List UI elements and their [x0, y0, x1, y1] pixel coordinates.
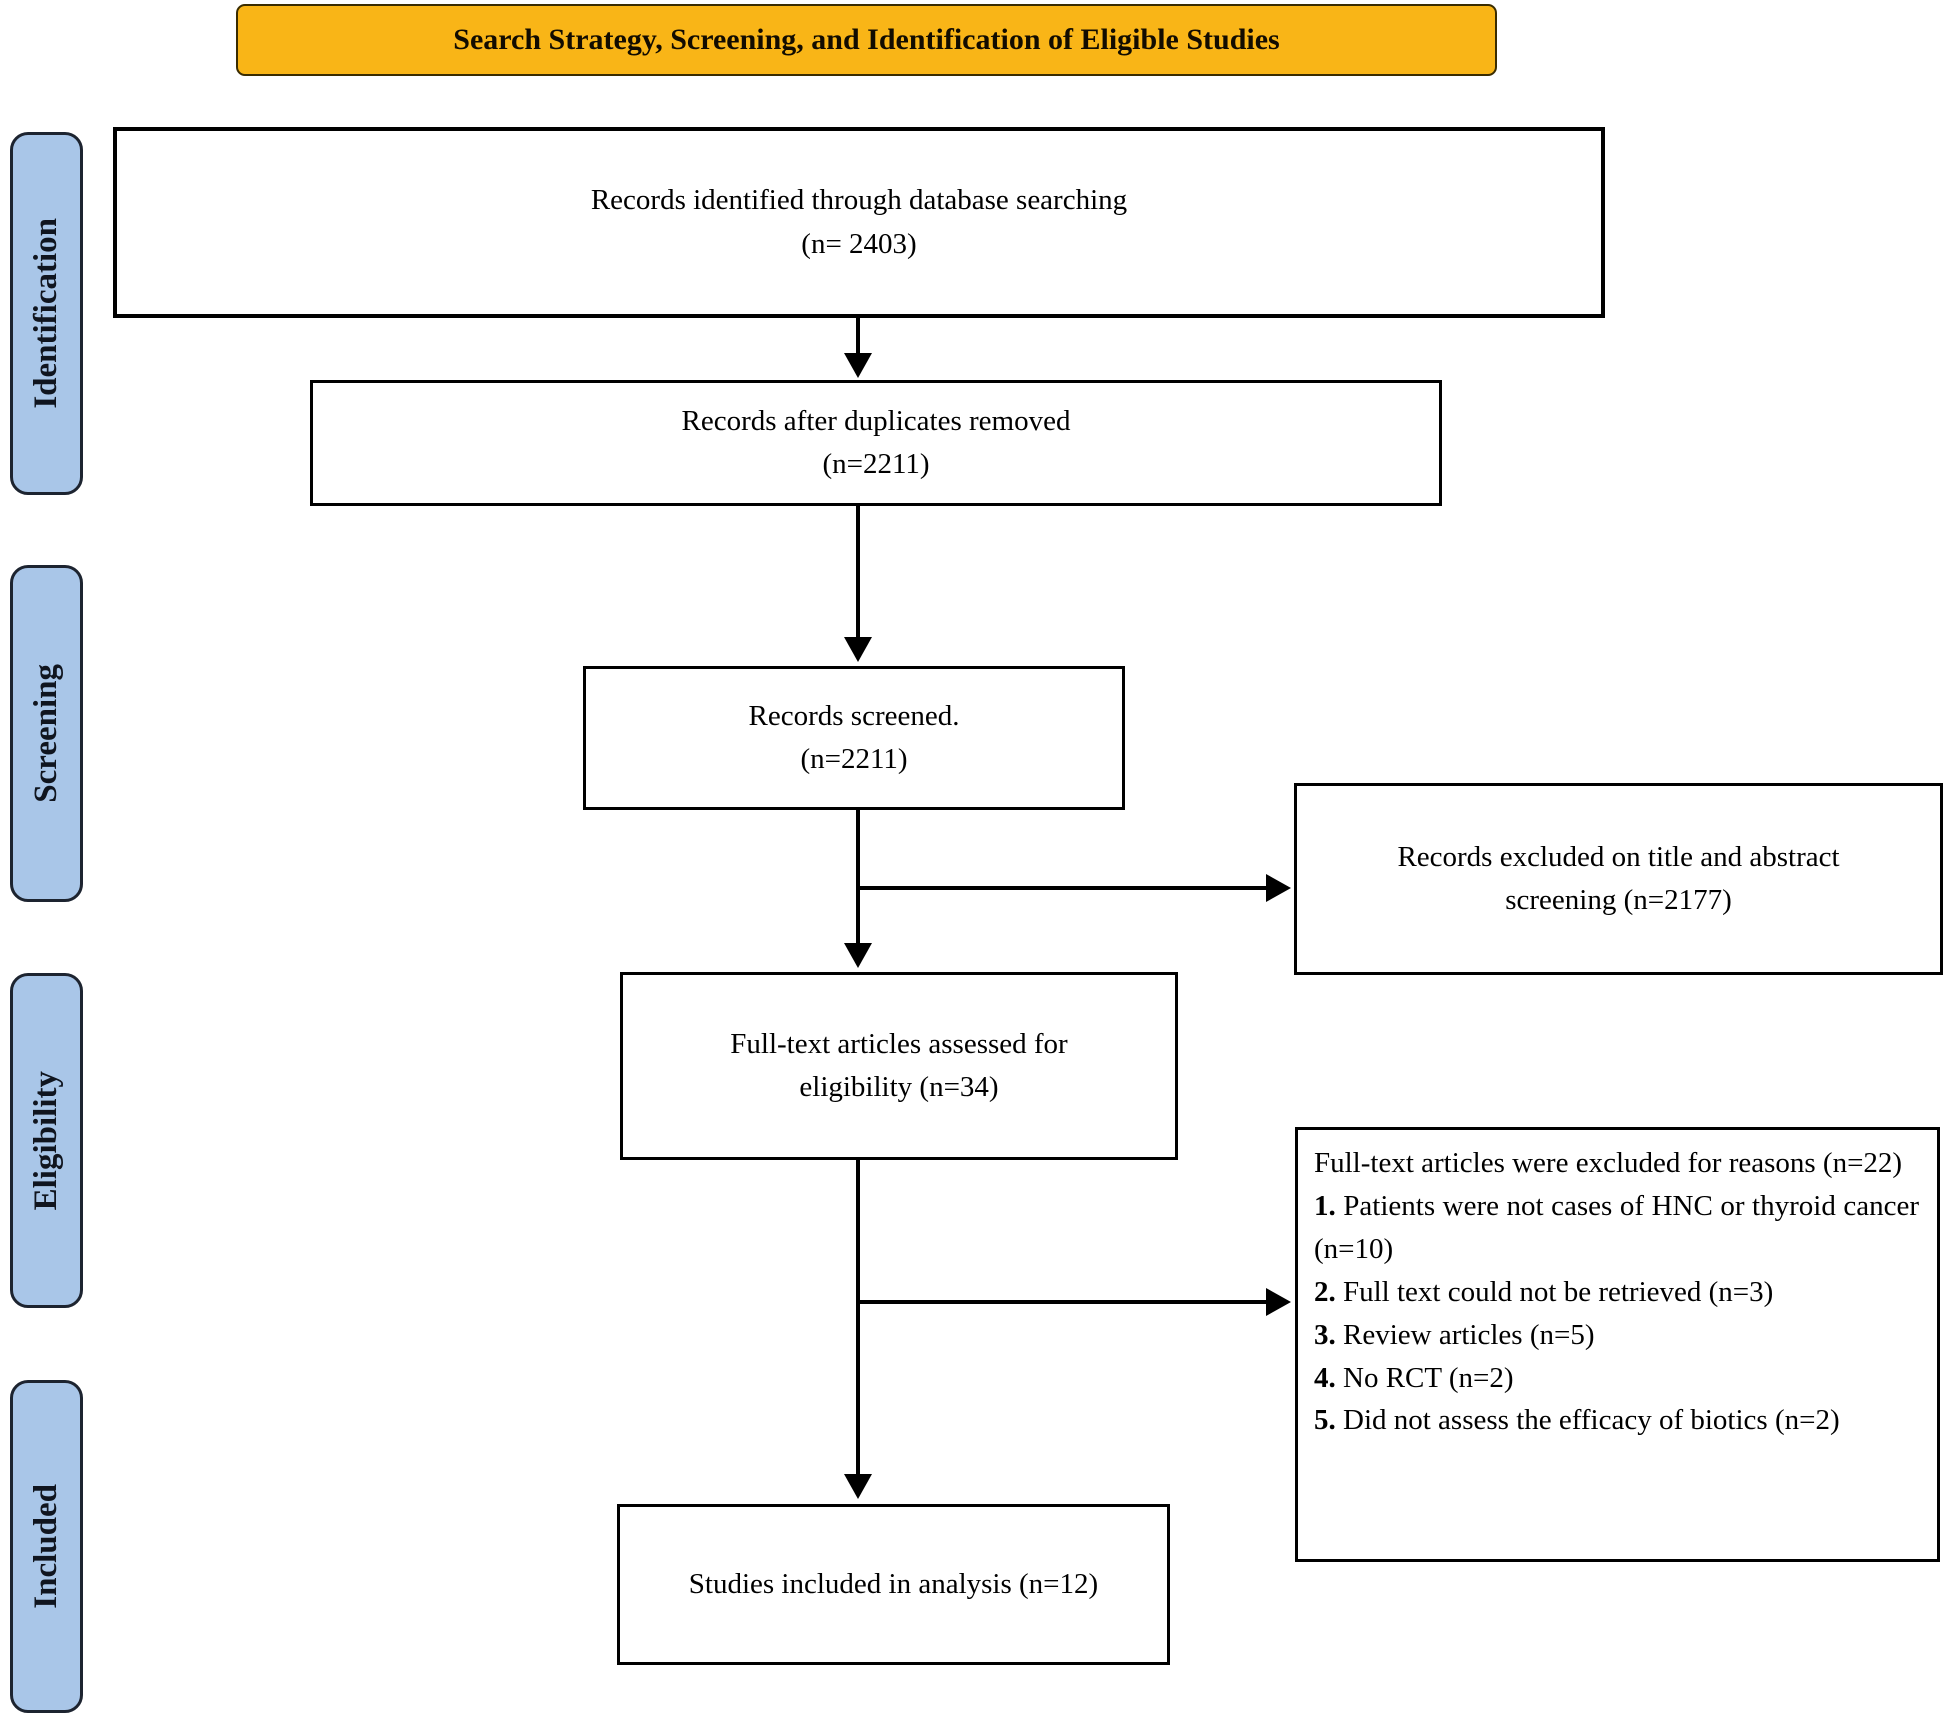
excluded-reason-text: No RCT (n=2): [1335, 1361, 1514, 1394]
box-records-identified: [113, 127, 1605, 318]
excluded-reason-item: [1314, 1314, 1919, 1357]
arrowhead-right-icon: [1266, 874, 1291, 902]
excluded-reason-item: [1314, 1271, 1919, 1314]
box-records-identified-count: (n= 2403): [801, 227, 917, 260]
excluded-reason-number: 1.: [1314, 1189, 1336, 1222]
excluded-reason-item: [1314, 1185, 1919, 1271]
box-duplicates-removed-count: (n=2211): [822, 448, 930, 480]
box-excluded-screening-line1: Records excluded on title and abstract: [1397, 840, 1840, 873]
box-fulltext-assessed-line1: Full-text articles assessed for: [730, 1027, 1068, 1060]
arrowhead-down-icon: [844, 943, 872, 968]
connector-dedup-to-screened-line: [856, 506, 860, 638]
excluded-reason-item: [1314, 1399, 1919, 1442]
stage-included: [10, 1380, 83, 1713]
box-records-screened: [583, 666, 1125, 810]
box-studies-included: [617, 1504, 1170, 1665]
box-fulltext-assessed-count: eligibility (n=34): [799, 1071, 999, 1103]
connector-screened-to-fulltext-line: [856, 810, 860, 944]
excluded-reason-number: 2.: [1314, 1275, 1336, 1308]
connector-fulltext-to-reasons-line: [858, 1300, 1266, 1304]
box-records-identified-line1: Records identified through database searching: [590, 184, 1128, 216]
diagram-title: Search Strategy, Screening, and Identification of Eligible Studies: [453, 23, 1280, 56]
arrowhead-right-icon: [1266, 1288, 1291, 1316]
arrowhead-down-icon: [844, 353, 872, 378]
box-duplicates-removed: [310, 380, 1442, 506]
stage-identification-label: Identification: [28, 218, 64, 409]
connector-identified-to-dedup-line: [856, 318, 860, 355]
box-studies-included-line1: Studies included in analysis (n=12): [688, 1567, 1099, 1600]
excluded-reason-number: 4.: [1314, 1361, 1336, 1394]
box-records-screened-count: (n=2211): [800, 743, 908, 775]
connector-screened-to-excluded-line: [858, 886, 1266, 890]
connector-fulltext-to-included-line: [856, 1160, 860, 1476]
stage-eligibility: [10, 973, 83, 1308]
arrowhead-down-icon: [844, 1474, 872, 1499]
excluded-reason-text: Review articles (n=5): [1335, 1318, 1595, 1351]
excluded-reason-number: 5.: [1314, 1404, 1336, 1437]
stage-screening: [10, 565, 83, 902]
stage-screening-label: Screening: [28, 664, 64, 803]
excluded-reason-number: 3.: [1314, 1318, 1336, 1351]
box-duplicates-removed-line1: Records after duplicates removed: [681, 404, 1071, 437]
excluded-reason-item: [1314, 1357, 1919, 1400]
box-fulltext-assessed: [620, 972, 1178, 1160]
excluded-reason-text: Full text could not be retrieved (n=3): [1335, 1275, 1774, 1308]
box-excluded-screening: [1294, 783, 1943, 975]
stage-identification: [10, 132, 83, 495]
excluded-fulltext-intro: Full-text articles were excluded for reasons (n=22): [1314, 1147, 1903, 1179]
box-records-screened-line1: Records screened.: [748, 699, 960, 732]
box-excluded-fulltext-reasons: [1295, 1127, 1940, 1562]
excluded-reason-text: Did not assess the efficacy of biotics (n=2): [1335, 1404, 1840, 1437]
stage-included-label: Included: [28, 1484, 64, 1609]
stage-eligibility-label: Eligibility: [28, 1070, 64, 1211]
box-excluded-screening-line2: screening (n=2177): [1505, 884, 1732, 916]
arrowhead-down-icon: [844, 637, 872, 662]
diagram-title-banner: [236, 4, 1497, 76]
excluded-reason-text: Patients were not cases of HNC or thyroid cancer (n=10): [1314, 1189, 1919, 1265]
